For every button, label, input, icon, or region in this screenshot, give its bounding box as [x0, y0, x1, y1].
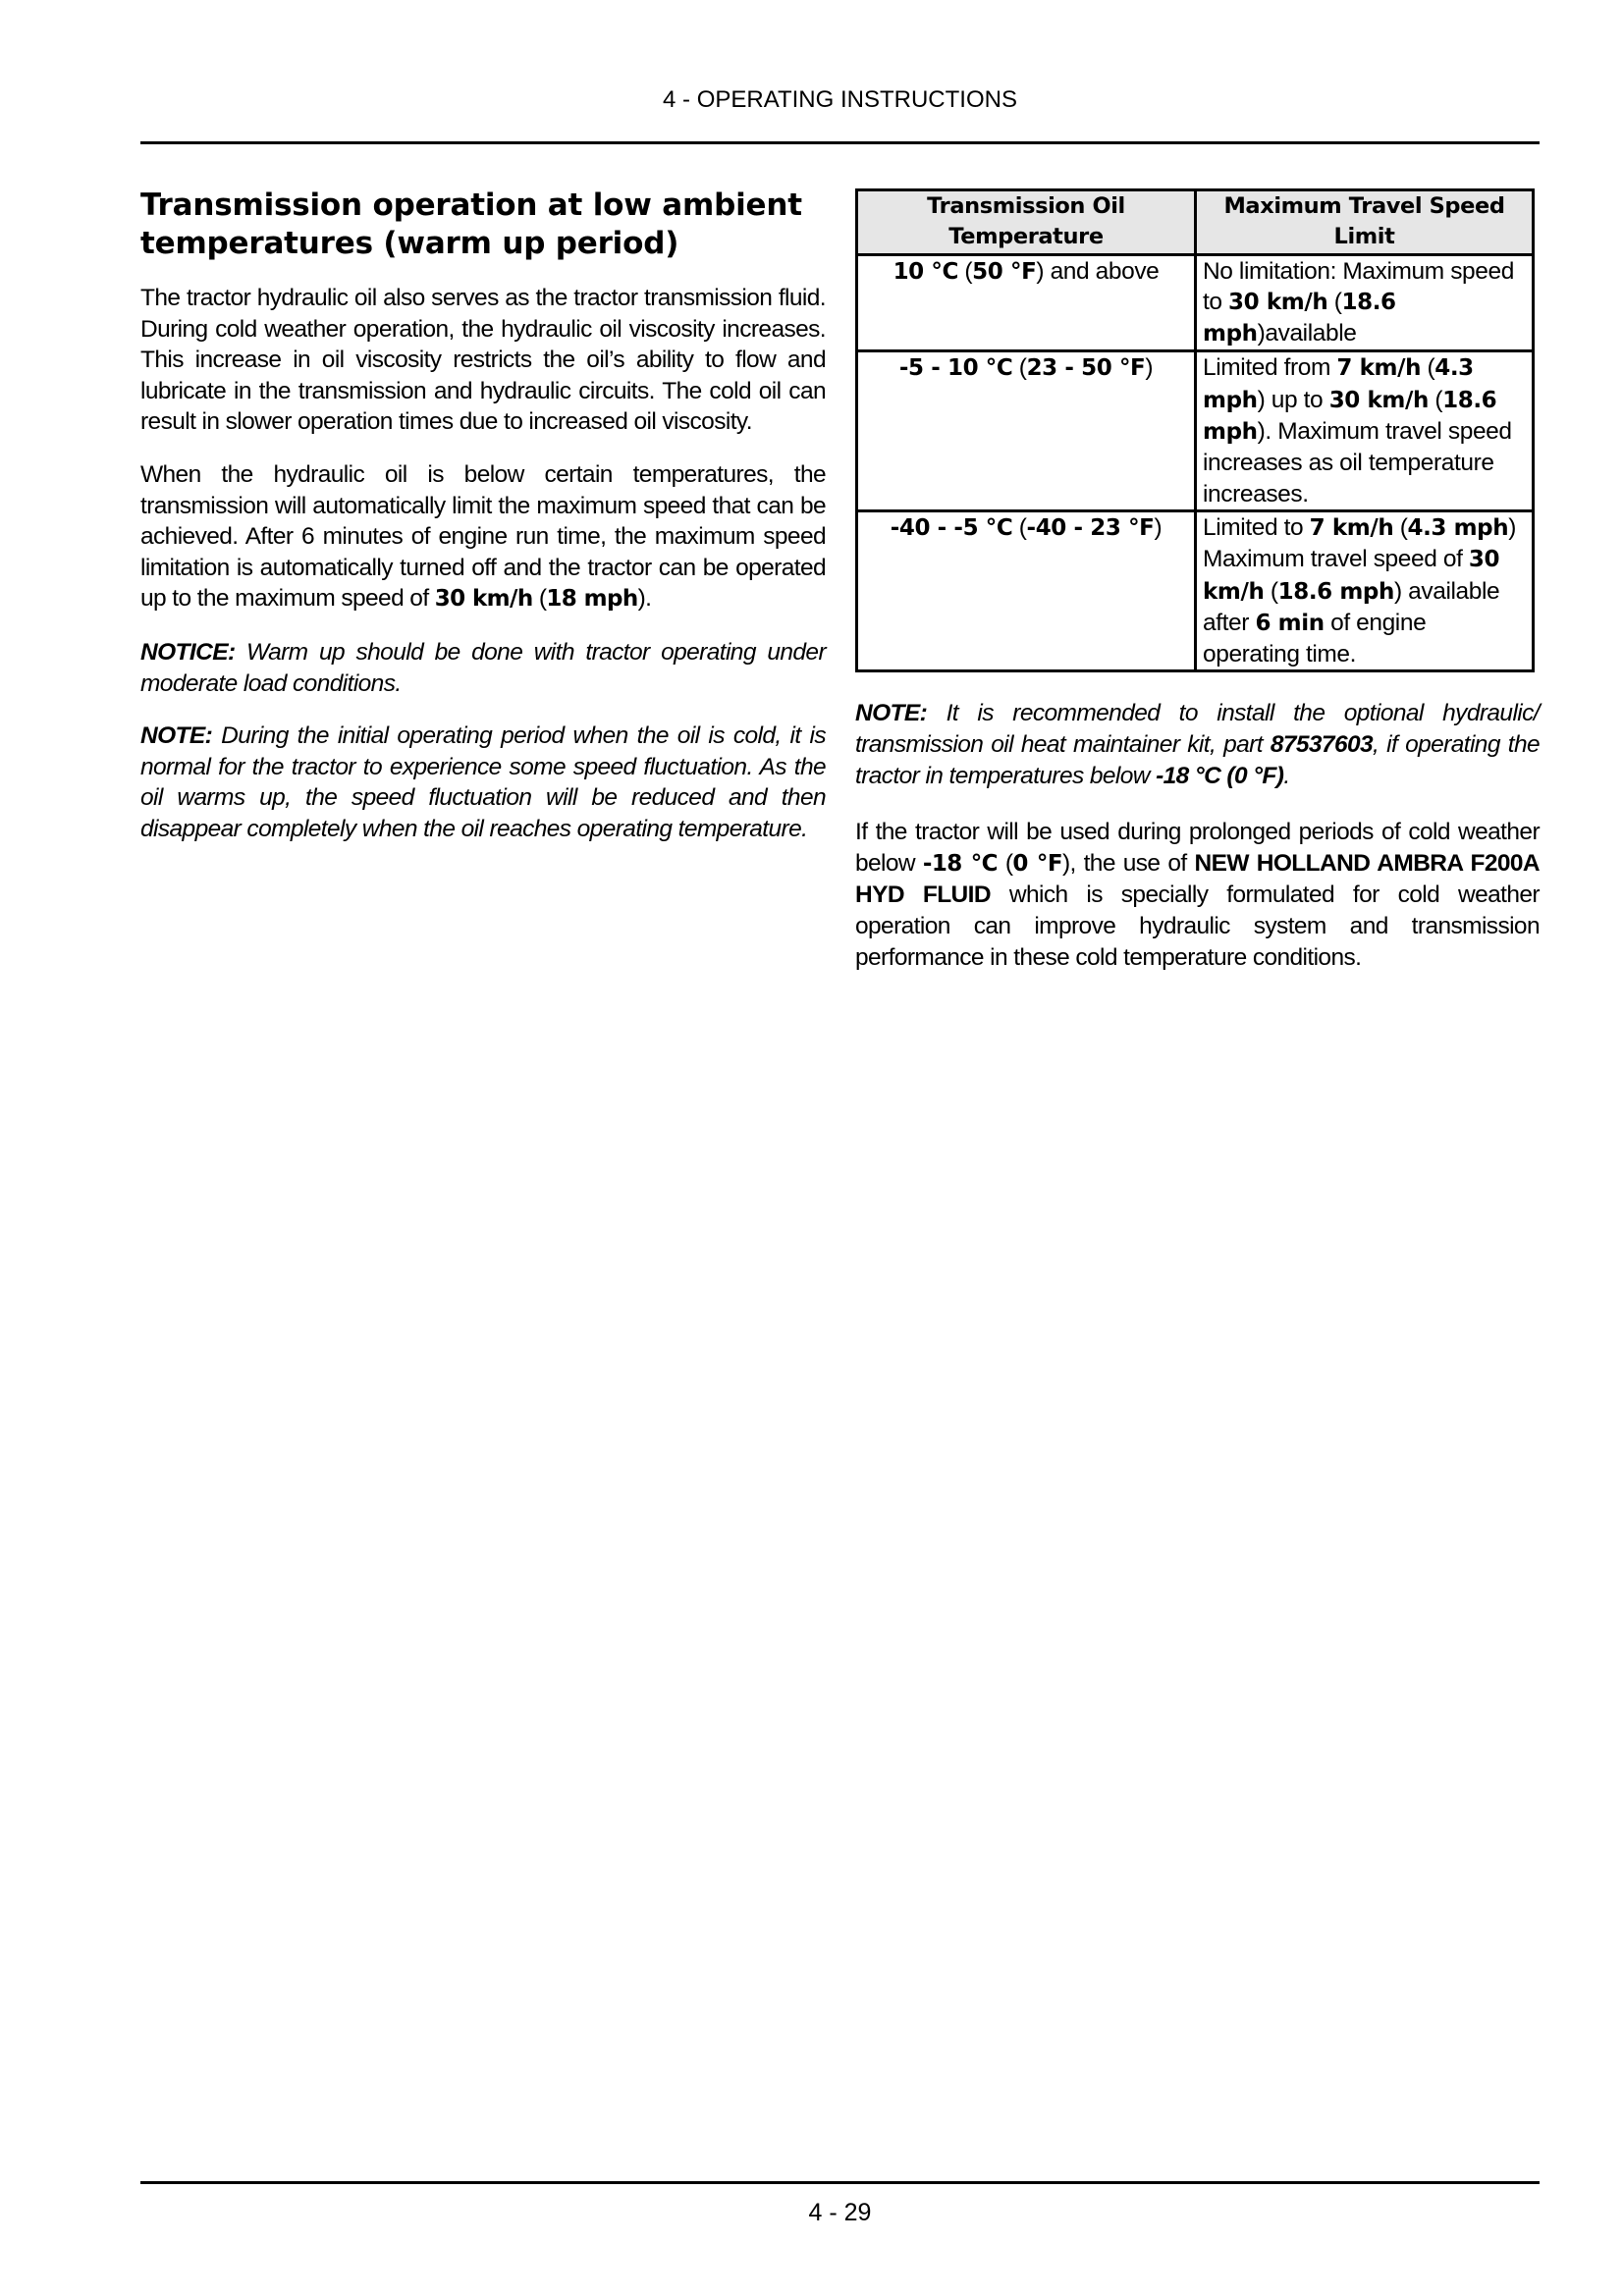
- limit-cell: Limited from 7 km/h (4.3 mph) up to 30 km/h (18.6 mph). Maximum travel speed increases as oil temperature increases.: [1196, 351, 1534, 510]
- page-number: 4 - 29: [808, 2199, 872, 2226]
- warmup-minutes: 6 min: [1255, 610, 1325, 636]
- table-row: [857, 254, 1534, 351]
- speed-kmh: 7 km/h: [1309, 514, 1394, 541]
- threshold-temp: -18 °C (0 °F): [1156, 762, 1284, 789]
- notice-text: Warm up should be done with tractor operating under moderate load conditions.: [140, 638, 826, 697]
- limit-post: of engine operating time.: [1203, 609, 1427, 668]
- speed-kmh-2: 30 km/h: [1203, 547, 1500, 605]
- limit-mid: up to: [1265, 386, 1329, 413]
- notice-label: NOTICE:: [140, 638, 236, 666]
- table-header-row: [857, 190, 1534, 255]
- header-rule: [140, 141, 1540, 144]
- cold-fluid-paragraph: If the tractor will be used during prolonged periods of cold weather below -18 °C (0 °F), the use of NEW HOLLAND AMBRA F200A HYD FLUID which is specially formulated for cold weather operation can improve hydraulic system and transmission performance in these cold temperature conditions.: [855, 819, 1540, 971]
- temp-c: -40 - -5 °C: [890, 514, 1013, 541]
- temp-c: -5 - 10 °C: [898, 355, 1013, 382]
- limit-cell: Limited to 7 km/h (4.3 mph) Maximum travel speed of 30 km/h (18.6 mph) available after 6 min of engine operating time.: [1196, 510, 1534, 670]
- note-label: NOTE:: [855, 700, 928, 727]
- speed-mph-2: 18.6 mph: [1277, 578, 1394, 605]
- right-column: [855, 188, 1540, 994]
- section-heading: Transmission operation at low ambient temperatures (warm up period): [140, 187, 802, 261]
- heat-kit-note: [855, 698, 1540, 791]
- fluid-name: NEW HOLLAND AMBRA F200A HYD FLUID: [855, 849, 1540, 909]
- speed-kmh: 30 km/h: [1228, 289, 1328, 315]
- speed-mph: 18.6 mph: [1203, 289, 1396, 347]
- limit-post: . Maximum travel speed increases as oil temperature increases.: [1203, 418, 1512, 507]
- temp-f: 50 °F: [972, 258, 1037, 285]
- limit-avail: available after: [1203, 577, 1500, 636]
- speed-mph: 4.3 mph: [1407, 514, 1509, 541]
- speed-limit-table: [855, 188, 1535, 672]
- limit-line2: Maximum travel speed of: [1203, 546, 1469, 573]
- limit-cell: No limitation: Maximum speed to 30 km/h (18.6 mph)available: [1196, 254, 1534, 351]
- note-paragraph: [140, 721, 826, 844]
- max-speed-kmh: 30 km/h: [434, 586, 533, 613]
- note-text-1: It is recommended to install the optional hydraulic/ transmission oil heat maintainer kit, part: [855, 700, 1540, 759]
- note-text: During the initial operating period when the oil is cold, it is normal for the tractor to experience some speed fluctuation. As the oil warms up, the speed fluctuation will be reduced and then disappear completely when the oil reaches operating temperature.: [140, 722, 826, 842]
- temp-cell: -5 - 10 °C (23 - 50 °F): [857, 351, 1196, 510]
- speed-mph: 4.3 mph: [1203, 355, 1474, 413]
- note-text-2: , if operating the tractor in temperatures below: [855, 731, 1540, 789]
- header-max-speed: Maximum Travel Speed Limit: [1196, 190, 1534, 255]
- table-row: [857, 510, 1534, 670]
- intro-paragraph: The tractor hydraulic oil also serves as the tractor transmission fluid. During cold weather operation, the hydraulic oil viscosity increases. This increase in oil viscosity restricts the oil’s ability to flow and lubricate in the transmission and hydraulic circuits. The cold oil can result in slower operation times due to increased oil viscosity.: [140, 285, 826, 436]
- cold-temp-c: -18 °C: [922, 850, 998, 877]
- temp-cell: 10 °C (50 °F) and above: [857, 254, 1196, 351]
- left-column: [140, 187, 826, 867]
- limit-pre: Limited to: [1203, 513, 1310, 541]
- temp-f: -40 - 23 °F: [1026, 514, 1155, 541]
- temp-c: 10 °C: [893, 258, 958, 285]
- speed-mph-2: 18.6 mph: [1203, 387, 1497, 446]
- temp-f: 23 - 50 °F: [1026, 355, 1146, 382]
- running-header: 4 - OPERATING INSTRUCTIONS: [663, 86, 1017, 113]
- max-speed-mph: 18 mph: [546, 586, 638, 613]
- speed-limit-paragraph: When the hydraulic oil is below certain temperatures, the transmission will automatically limit the maximum speed that can be achieved. After 6 minutes of engine run time, the maximum speed limitation is automatically turned off and the tractor can be operated up to the maximum speed of 30 km/h (18 mph).: [140, 460, 826, 613]
- limit-pre: No limitation: Maximum speed to: [1203, 257, 1514, 315]
- temp-cell: -40 - -5 °C (-40 - 23 °F): [857, 510, 1196, 670]
- note-label: NOTE:: [140, 722, 213, 750]
- limit-pre: Limited from: [1203, 354, 1337, 382]
- fluid-text-2: , the use of: [1069, 849, 1195, 877]
- fluid-text-3: which is specially formulated for cold weather operation can improve hydraulic system and transmission performance in these cold temperature conditions.: [855, 881, 1540, 971]
- temp-suffix: and above: [1044, 257, 1160, 285]
- note-text-3: .: [1283, 762, 1290, 789]
- fluid-text-1: If the tractor will be used during prolonged periods of cold weather below: [855, 819, 1540, 877]
- speed-kmh: 7 km/h: [1336, 355, 1422, 382]
- notice-paragraph: [140, 637, 826, 699]
- header-oil-temperature: Transmission Oil Temperature: [857, 190, 1196, 255]
- part-number: 87537603: [1270, 731, 1374, 759]
- cold-temp-f: 0 °F: [1012, 850, 1062, 877]
- limit-post: available: [1265, 320, 1357, 347]
- speed-limit-text: When the hydraulic oil is below certain temperatures, the transmission will automatically limit the maximum speed that can be achieved. After 6 minutes of engine run time, the maximum speed limitation is automatically turned off and the tractor can be operated up to the maximum speed of: [140, 460, 826, 613]
- table-row: [857, 351, 1534, 510]
- speed-kmh-2: 30 km/h: [1328, 387, 1429, 413]
- footer-rule: [140, 2181, 1540, 2184]
